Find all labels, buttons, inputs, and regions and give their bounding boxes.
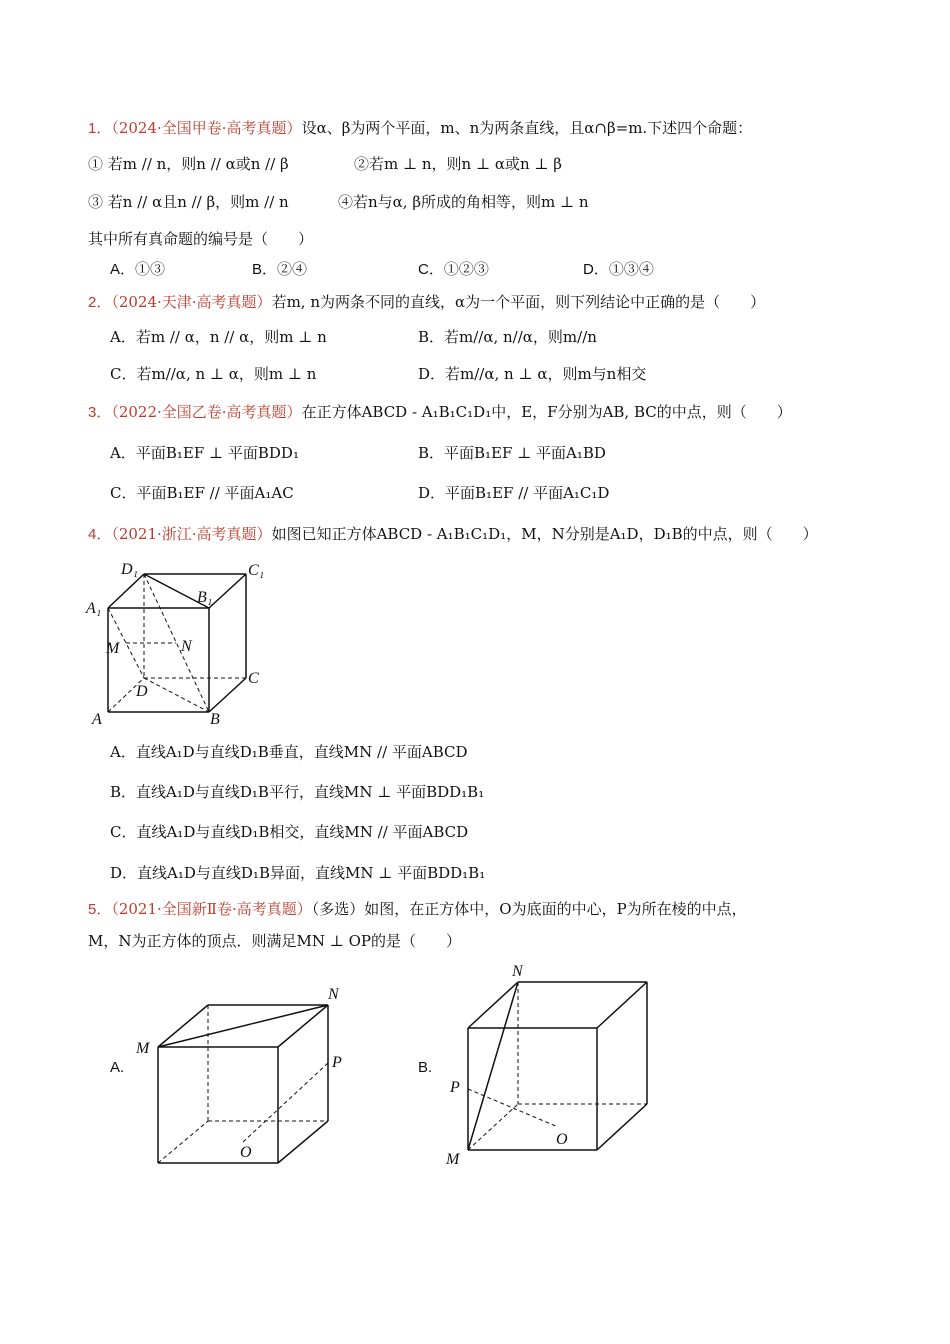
edge-a1d1: [108, 574, 144, 608]
q1-header: [88, 117, 752, 140]
q5-figure-b: [440, 960, 670, 1175]
q1-option-a[interactable]: A．①③: [110, 261, 166, 278]
q1-proposition-3: ③ 若n // α且n // β，则m // n: [88, 193, 289, 211]
q4-header: [88, 523, 818, 546]
q3-option-b[interactable]: B．平面B₁EF ⊥ 平面A₁BD: [418, 444, 606, 462]
label-c1: C₁: [248, 562, 265, 579]
q4-number: 4．: [88, 526, 112, 543]
q4-option-b[interactable]: B．直线A₁D与直线D₁B平行，直线MN ⊥ 平面BDD₁B₁: [110, 783, 485, 801]
q5-number: 5．: [88, 901, 112, 918]
label-p: P: [332, 1054, 342, 1071]
q3-option-d[interactable]: D．平面B₁EF // 平面A₁C₁D: [418, 484, 610, 502]
q1-proposition-2: ②若m ⊥ n，则n ⊥ α或n ⊥ β: [354, 155, 562, 173]
q2-number: 2．: [88, 294, 112, 311]
q5-option-b[interactable]: B.: [418, 1059, 433, 1076]
q1-proposition-1: ① 若m // n，则n // α或n // β: [88, 155, 289, 173]
label-b1: B₁: [197, 589, 213, 606]
edge-b1c1: [209, 574, 246, 608]
q2-option-b[interactable]: B．若m//α, n//α，则m//n: [418, 328, 597, 346]
label-d: D: [136, 683, 148, 700]
q3-source: （2022·全国乙卷·高考真题）: [111, 403, 302, 421]
q1-question: 其中所有真命题的编号是（ ）: [88, 230, 314, 248]
q1-source: （2024·全国甲卷·高考真题）: [111, 119, 302, 137]
q2-option-c[interactable]: C．若m//α, n ⊥ α，则m ⊥ n: [110, 365, 317, 383]
q1-proposition-4: ④若n与α, β所成的角相等，则m ⊥ n: [338, 193, 589, 211]
q3-option-c[interactable]: C．平面B₁EF // 平面A₁AC: [110, 484, 294, 502]
q5-stem-continued: M，N为正方体的顶点．则满足MN ⊥ OP的是（ ）: [88, 932, 462, 950]
label-n: N: [328, 986, 339, 1003]
line-mn: [468, 982, 518, 1150]
diag-db: [144, 678, 209, 712]
q5-stem: （多选）如图，在正方体中，O为底面的中心，P为所在棱的中点，: [311, 900, 747, 918]
label-m: M: [446, 1151, 460, 1168]
q1-number: 1．: [88, 120, 112, 137]
line-op: [468, 1089, 558, 1127]
label-p: P: [450, 1079, 460, 1096]
edge-bc: [209, 678, 246, 712]
q1-stem: 设α、β为两个平面，m、n为两条直线，且α∩β=m.下述四个命题：: [301, 119, 753, 137]
q4-option-a[interactable]: A．直线A₁D与直线D₁B垂直，直线MN // 平面ABCD: [110, 743, 468, 761]
q5-source: （2021·全国新Ⅱ卷·高考真题）: [111, 900, 312, 918]
q4-stem: 如图已知正方体ABCD - A₁B₁C₁D₁，M，N分别是A₁D，D₁B的中点，则（ ）: [271, 525, 818, 543]
q2-source: （2024·天津·高考真题）: [111, 293, 272, 311]
label-m: M: [106, 640, 120, 657]
q5-figure-a: [130, 975, 360, 1175]
label-a: A: [92, 711, 102, 728]
label-n: N: [512, 963, 523, 980]
q3-header: [88, 401, 792, 424]
label-o: O: [240, 1144, 252, 1161]
label-a1: A₁: [86, 600, 102, 617]
q1-option-d[interactable]: D．①③④: [583, 261, 654, 278]
label-b: B: [210, 711, 220, 728]
q1-option-c[interactable]: C．①②③: [418, 261, 489, 278]
q2-stem: 若m, n为两条不同的直线，α为一个平面，则下列结论中正确的是（ ）: [271, 293, 766, 311]
label-c: C: [248, 670, 259, 687]
q4-option-c[interactable]: C．直线A₁D与直线D₁B相交，直线MN // 平面ABCD: [110, 823, 469, 841]
q1-option-b[interactable]: B．②④: [252, 261, 308, 278]
q2-option-d[interactable]: D．若m//α, n ⊥ α，则m与n相交: [418, 365, 647, 383]
q3-stem: 在正方体ABCD - A₁B₁C₁D₁中，E，F分别为AB, BC的中点，则（ ）: [301, 403, 792, 421]
q4-cube-figure: [84, 556, 284, 731]
q2-header: [88, 291, 765, 314]
line-op: [243, 1063, 328, 1142]
q2-option-a[interactable]: A．若m // α，n // α，则m ⊥ n: [110, 328, 327, 346]
label-d1: D₁: [121, 561, 139, 578]
q4-option-d[interactable]: D．直线A₁D与直线D₁B异面，直线MN ⊥ 平面BDD₁B₁: [110, 864, 486, 882]
q3-option-a[interactable]: A．平面B₁EF ⊥ 平面BDD₁: [110, 444, 299, 462]
q3-number: 3．: [88, 404, 112, 421]
q5-option-a[interactable]: A.: [110, 1059, 125, 1076]
label-m: M: [136, 1040, 150, 1057]
q4-source: （2021·浙江·高考真题）: [111, 525, 272, 543]
label-n: N: [181, 638, 192, 655]
label-o: O: [556, 1131, 568, 1148]
q5-header: [88, 898, 747, 921]
